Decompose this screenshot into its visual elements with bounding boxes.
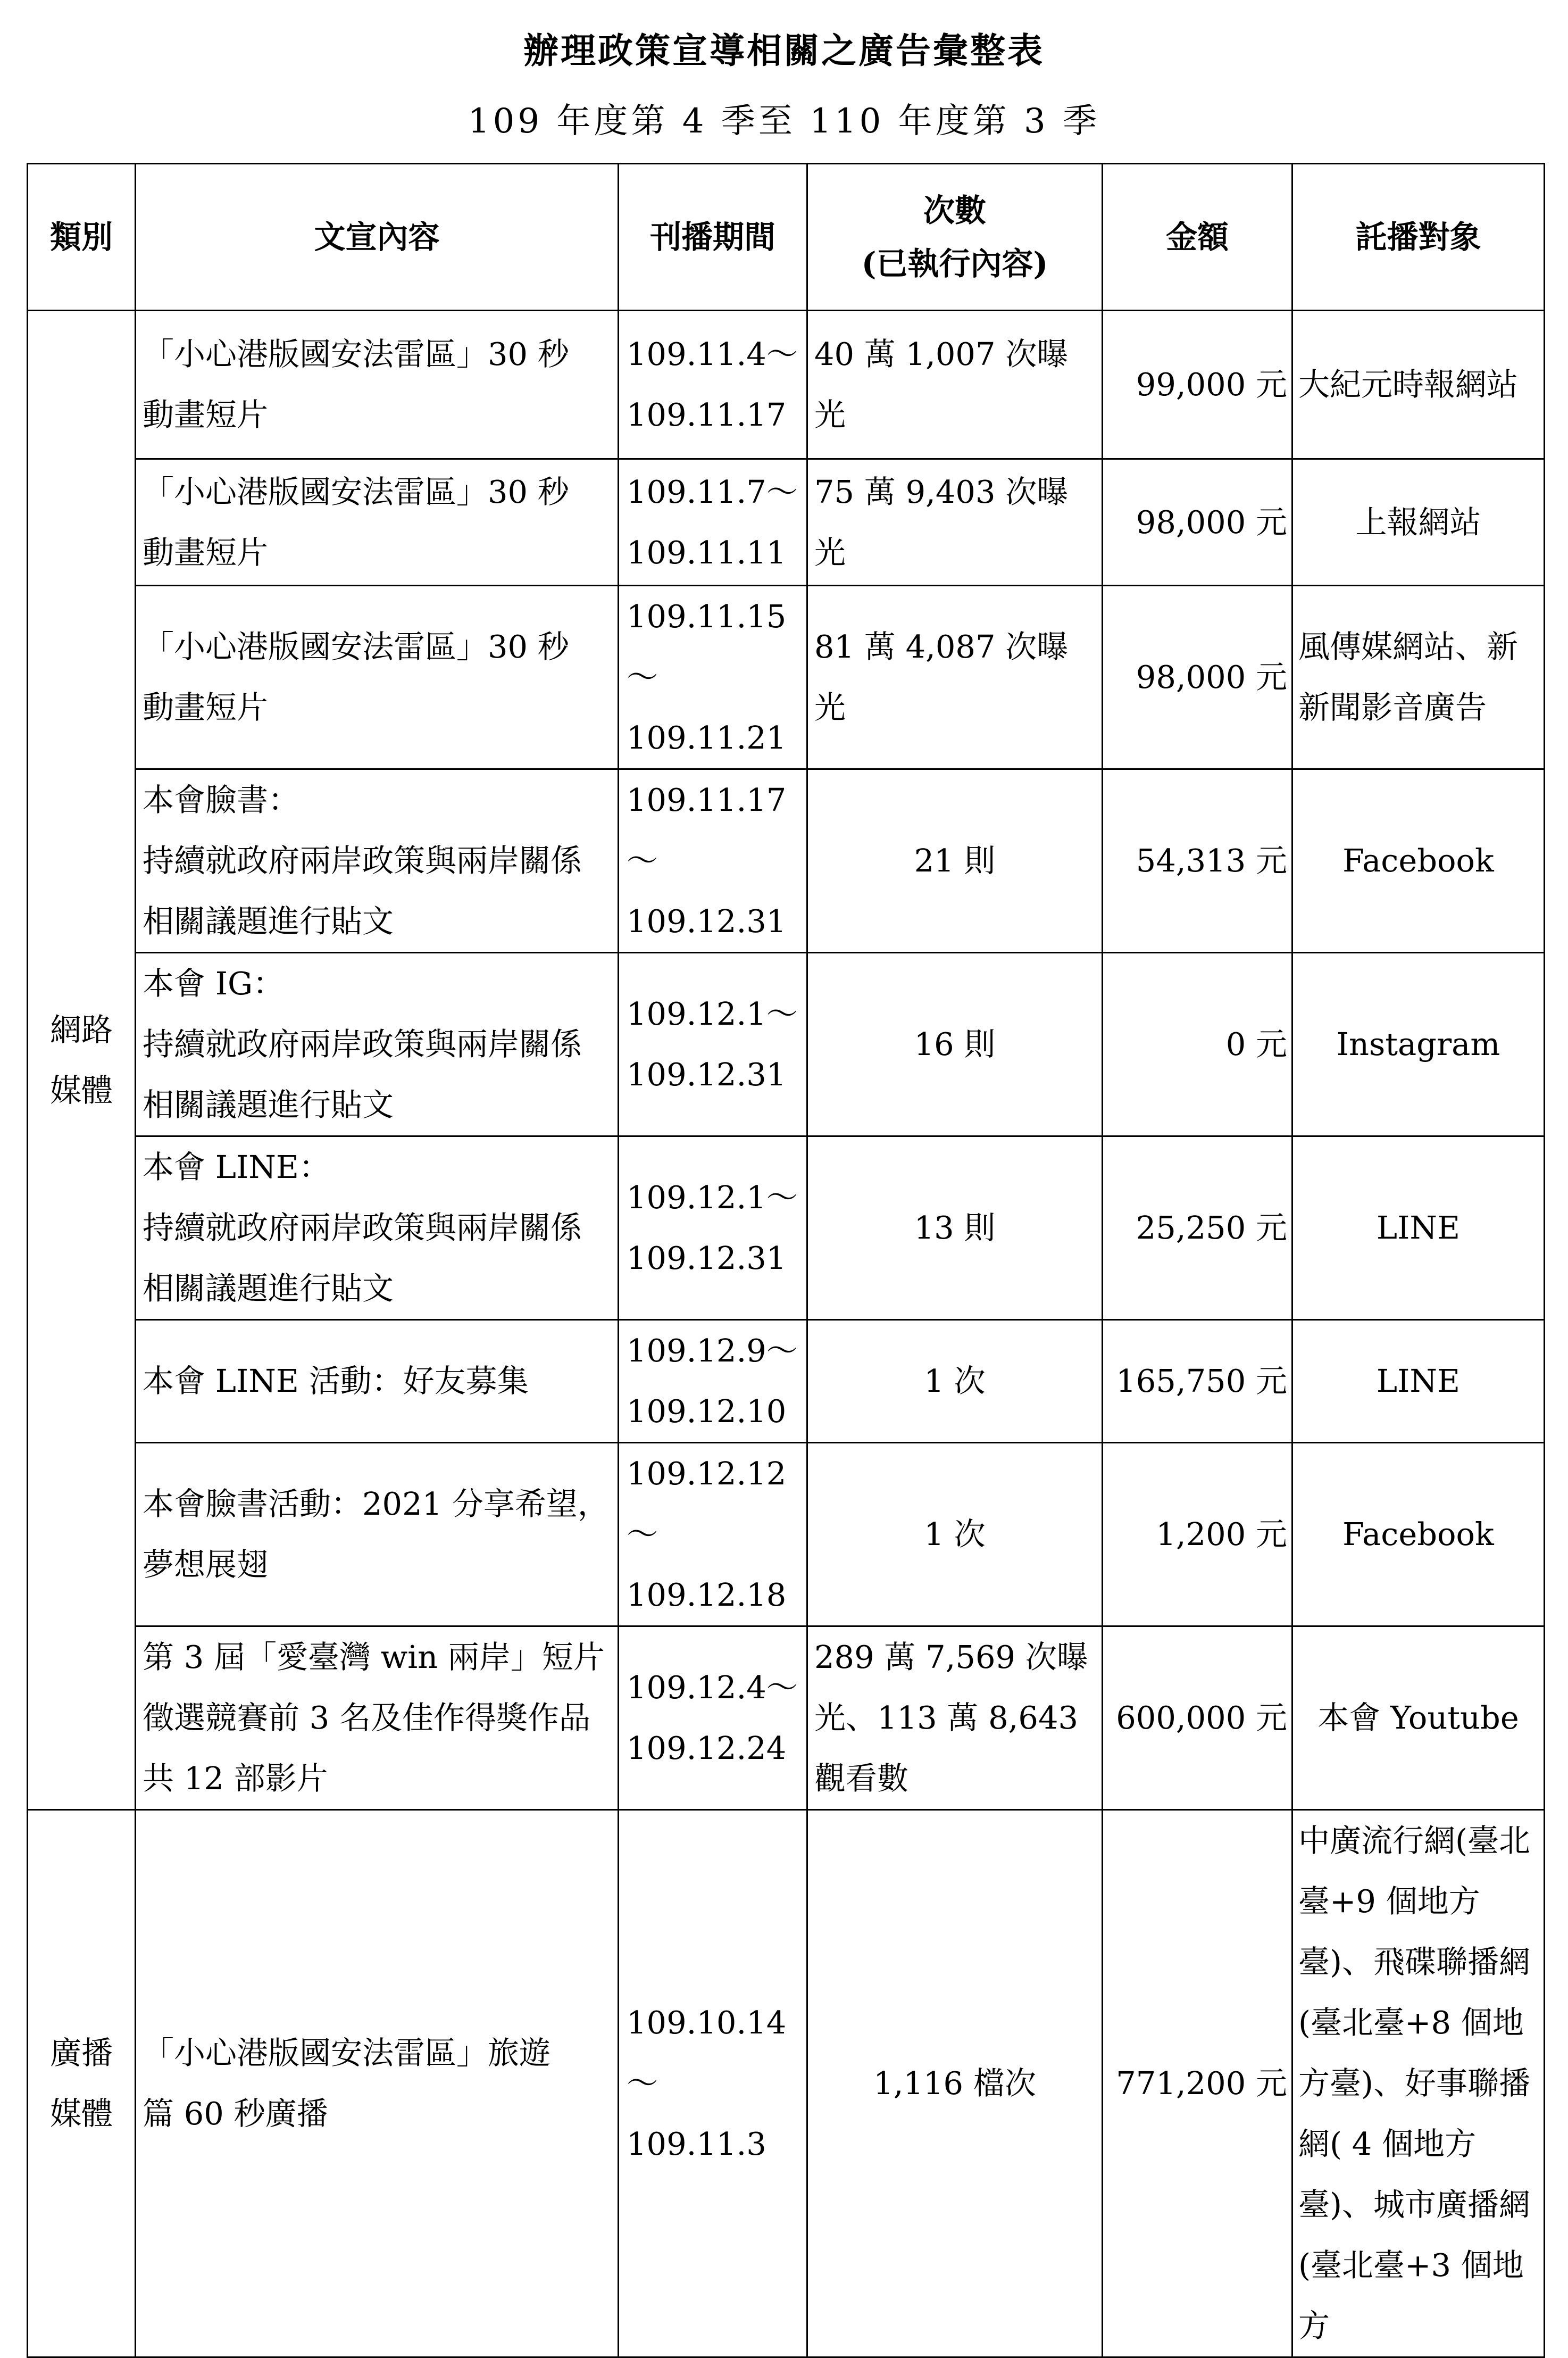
row-target: LINE xyxy=(1292,1320,1545,1443)
row-amount: 600,000 元 xyxy=(1103,1626,1292,1810)
row-amount: 25,250 元 xyxy=(1103,1136,1292,1320)
row-amount: 771,200 元 xyxy=(1103,1810,1292,2357)
table-row xyxy=(28,1320,1545,1443)
header-target: 託播對象 xyxy=(1292,164,1545,311)
row-target: Instagram xyxy=(1292,953,1545,1136)
category-broadcast: 廣播 媒體 xyxy=(28,1810,136,2357)
row-content: 「小心港版國安法雷區」30 秒 動畫短片 xyxy=(136,459,619,586)
row-target: 大紀元時報網站 xyxy=(1292,311,1545,459)
row-count: 289 萬 7,569 次曝光、113 萬 8,643 觀看數 xyxy=(807,1626,1103,1810)
row-period: 109.12.9～ 109.12.10 xyxy=(619,1320,807,1443)
table-row xyxy=(28,1810,1545,2357)
row-period: 109.12.1～ 109.12.31 xyxy=(619,953,807,1136)
category-internet: 網路 媒體 xyxy=(28,311,136,1810)
row-count: 75 萬 9,403 次曝光 xyxy=(807,459,1103,586)
row-target: 本會 Youtube xyxy=(1292,1626,1545,1810)
row-target: Facebook xyxy=(1292,1443,1545,1626)
document-subtitle: 109 年度第 4 季至 110 年度第 3 季 xyxy=(468,102,1100,141)
row-amount: 98,000 元 xyxy=(1103,586,1292,769)
row-count: 21 則 xyxy=(807,769,1103,953)
header-count-line2: (已執行內容) xyxy=(861,245,1048,282)
row-period: 109.12.4～ 109.12.24 xyxy=(619,1626,807,1810)
row-amount: 165,750 元 xyxy=(1103,1320,1292,1443)
row-count: 81 萬 4,087 次曝光 xyxy=(807,586,1103,769)
row-count: 1 次 xyxy=(807,1320,1103,1443)
header-row xyxy=(28,164,1545,311)
row-period: 109.11.17～ 109.12.31 xyxy=(619,769,807,953)
table-row xyxy=(28,1626,1545,1810)
row-content: 第 3 屆「愛臺灣 win 兩岸」短片徵選競賽前 3 名及佳作得獎作品共 12 部影片 xyxy=(136,1626,619,1810)
table-row xyxy=(28,1443,1545,1626)
row-target: 風傳媒網站、新新聞影音廣告 xyxy=(1292,586,1545,769)
row-count: 40 萬 1,007 次曝光 xyxy=(807,311,1103,459)
row-count: 16 則 xyxy=(807,953,1103,1136)
document-title: 辦理政策宣導相關之廣告彙整表 xyxy=(523,30,1045,71)
table-row xyxy=(28,953,1545,1136)
header-category: 類別 xyxy=(28,164,136,311)
row-content: 本會 LINE 活動：好友募集 xyxy=(136,1320,619,1443)
table-row xyxy=(28,586,1545,769)
table-row xyxy=(28,459,1545,586)
row-target: 中廣流行網(臺北臺+9 個地方臺)、飛碟聯播網(臺北臺+8 個地方臺)、好事聯播網( 4 個地方臺)、城市廣播網(臺北臺+3 個地方 xyxy=(1292,1810,1545,2357)
row-content: 本會 IG： 持續就政府兩岸政策與兩岸關係相關議題進行貼文 xyxy=(136,953,619,1136)
row-content: 「小心港版國安法雷區」30 秒 動畫短片 xyxy=(136,311,619,459)
row-content: 「小心港版國安法雷區」30 秒 動畫短片 xyxy=(136,586,619,769)
table-row xyxy=(28,769,1545,953)
row-content: 本會臉書： 持續就政府兩岸政策與兩岸關係相關議題進行貼文 xyxy=(136,769,619,953)
row-count: 13 則 xyxy=(807,1136,1103,1320)
header-count xyxy=(807,164,1103,311)
row-count: 1,116 檔次 xyxy=(807,1810,1103,2357)
table-row xyxy=(28,311,1545,459)
header-content: 文宣內容 xyxy=(136,164,619,311)
row-target: 上報網站 xyxy=(1292,459,1545,586)
row-period: 109.11.7～ 109.11.11 xyxy=(619,459,807,586)
row-period: 109.12.12～ 109.12.18 xyxy=(619,1443,807,1626)
ad-summary-table xyxy=(27,163,1545,2358)
header-amount: 金額 xyxy=(1103,164,1292,311)
row-period: 109.11.4～ 109.11.17 xyxy=(619,311,807,459)
row-count: 1 次 xyxy=(807,1443,1103,1626)
row-period: 109.12.1～ 109.12.31 xyxy=(619,1136,807,1320)
row-amount: 1,200 元 xyxy=(1103,1443,1292,1626)
row-period: 109.10.14～ 109.11.3 xyxy=(619,1810,807,2357)
header-count-line1: 次數 xyxy=(923,192,986,229)
row-amount: 54,313 元 xyxy=(1103,769,1292,953)
header-period: 刊播期間 xyxy=(619,164,807,311)
row-content: 「小心港版國安法雷區」旅遊 篇 60 秒廣播 xyxy=(136,1810,619,2357)
row-period: 109.11.15～ 109.11.21 xyxy=(619,586,807,769)
row-amount: 0 元 xyxy=(1103,953,1292,1136)
row-amount: 99,000 元 xyxy=(1103,311,1292,459)
row-target: Facebook xyxy=(1292,769,1545,953)
row-amount: 98,000 元 xyxy=(1103,459,1292,586)
row-content: 本會臉書活動：2021 分享希望，夢想展翅 xyxy=(136,1443,619,1626)
row-content: 本會 LINE： 持續就政府兩岸政策與兩岸關係相關議題進行貼文 xyxy=(136,1136,619,1320)
table-row xyxy=(28,1136,1545,1320)
row-target: LINE xyxy=(1292,1136,1545,1320)
